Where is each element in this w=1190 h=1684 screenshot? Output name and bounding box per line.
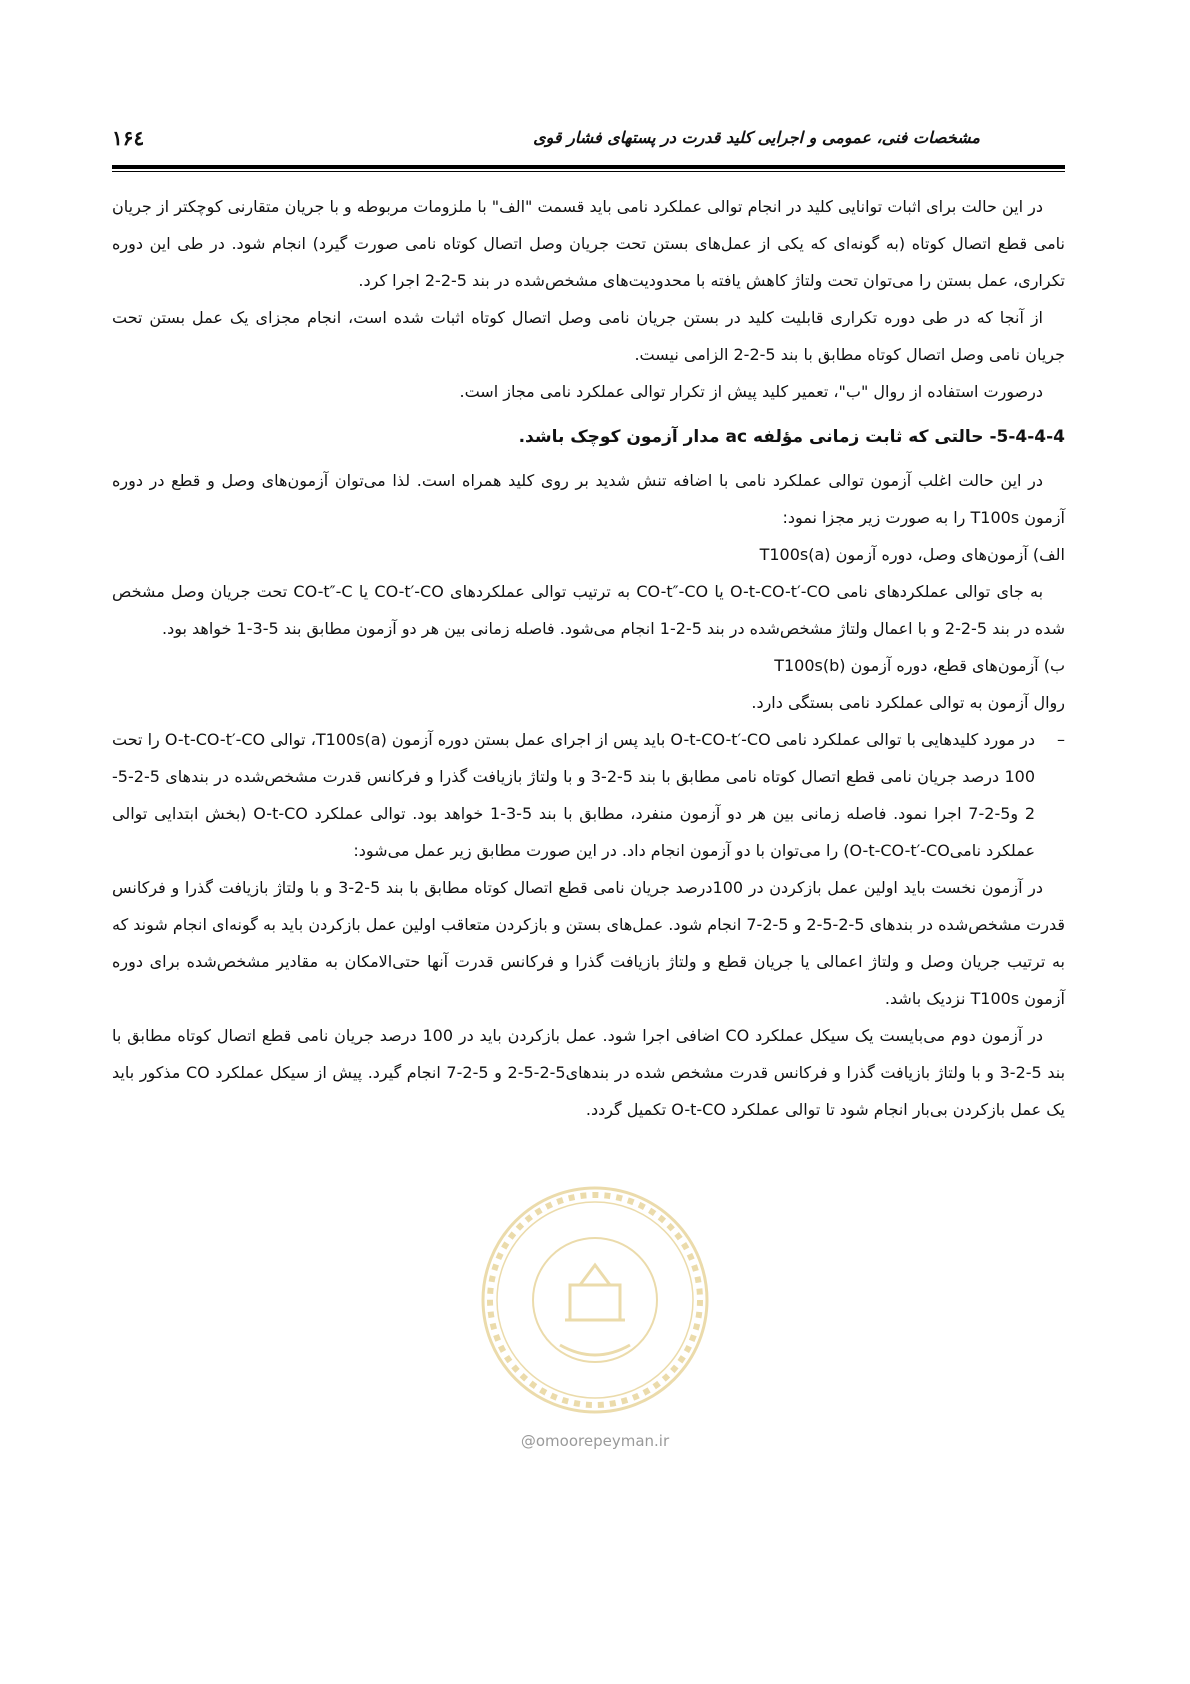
bullet-item — [112, 721, 1065, 869]
subheading-closing-tests: الف) آزمون‌های وصل، دوره آزمون T100s(a) — [759, 545, 1065, 564]
page-body — [112, 188, 1065, 1128]
paragraph-section-1: در این حالت اغلب آزمون توالی عملکرد نامی با اضافه تنش شدید بر روی کلید همراه است. لذا می‌توان آزمون‌های وصل و قطع در دوره آزمون T100s را به صورت زیر مجزا نمود: — [112, 471, 1065, 527]
subheading-breaking-tests: ب) آزمون‌های قطع، دوره آزمون T100s(b) — [774, 656, 1065, 675]
watermark-url: @omoorepeyman.ir — [520, 1432, 670, 1450]
page-number: ۱۶٤ — [112, 126, 145, 150]
paragraph-intro-1: در این حالت برای اثبات توانایی کلید در انجام توالی عملکرد نامی باید قسمت "الف" با ملزومات مربوطه و با جریان متقارنی کوچکتر از جریان نامی قطع اتصال کوتاه (به گونه‌ای که یکی از عمل‌های بستن تحت جریان وصل اتصال کوتاه نامی صورت گیرد) انجام شود. در طی این دوره تکراری، عمل بستن را می‌توان تحت ولتاژ کاهش یافته با محدودیت‌های مشخص‌شده در بند 5-2-2 اجرا کرد. — [112, 197, 1065, 290]
watermark-seal-logo — [470, 1170, 720, 1430]
header-rule-thick — [112, 165, 1065, 169]
paragraph-first-test: در آزمون نخست باید اولین عمل بازکردن در 100درصد جریان نامی قطع اتصال کوتاه مطابق با بند 5-2-3 و با ولتاژ بازیافت گذرا و فرکانس قدرت مشخص‌شده در بندهای 5-2-5-2 و 5-2-7 انجام شود. عمل‌های بستن و بازکردن متعاقب اولین عمل بازکردن باید به گونه‌ای انجام شوند که به ترتیب جریان وصل و ولتاژ اعمالی یا جریان قطع و ولتاژ بازیافت گذرا و فرکانس قدرت آنها حتی‌الامکان به مقادیر مشخص‌شده برای دوره آزمون T100s نزدیک باشد. — [111, 878, 1065, 1008]
paragraph-intro-2: از آنجا که در طی دوره تکراری قابلیت کلید در بستن جریان نامی وصل اتصال کوتاه اثبات شده است، انجام مجزای یک عمل بستن تحت جریان نامی وصل اتصال کوتاه مطابق با بند 5-2-2 الزامی نیست. — [112, 308, 1065, 364]
running-title: مشخصات فنی، عمومی و اجرایی کلید قدرت در پستهای فشار قوی — [533, 128, 980, 147]
page-header — [112, 120, 1065, 160]
header-rule-thin — [112, 171, 1065, 172]
paragraph-procedure: روال آزمون به توالی عملکرد نامی بستگی دارد. — [751, 693, 1065, 712]
bullet-dash: – — [1057, 730, 1065, 749]
paragraph-closing-tests: به جای توالی عملکردهای نامی O-t-CO-t′-CO یا CO-t″-CO به ترتیب توالی عملکردهای CO-t′-CO یا CO-t″-C تحت جریان وصل مشخص شده در بند 5-2-2 و با اعمال ولتاژ مشخص‌شده در بند 5-2-1 انجام می‌شود. فاصله زمانی بین هر دو آزمون مطابق بند 5-3-1 خواهد بود. — [112, 582, 1065, 638]
paragraph-intro-3: درصورت استفاده از روال "ب"، تعمیر کلید پیش از تکرار توالی عملکرد نامی مجاز است. — [459, 382, 1043, 401]
paragraph-second-test: در آزمون دوم می‌بایست یک سیکل عملکرد CO اضافی اجرا شود. عمل بازکردن باید در 100 درصد جریان نامی قطع اتصال کوتاه مطابق با بند 5-2-3 و با ولتاژ بازیافت گذرا و فرکانس قدرت مشخص شده در بندهای5-2-5-2 و 5-2-7 انجام گیرد. پیش از سیکل عملکرد CO مذکور باید یک عمل بازکردن بی‌بار انجام شود تا توالی عملکرد O-t-CO تکمیل گردد. — [112, 1026, 1066, 1119]
section-heading: 5-4-4-4- حالتی که ثابت زمانی مؤلفه ac مدار آزمون کوچک باشد. — [518, 427, 1065, 447]
bullet-text: در مورد کلیدهایی با توالی عملکرد نامی O-t-CO-t′-CO باید پس از اجرای عمل بستن دوره آزمون T100s(a)، توالی O-t-CO-t′-CO را تحت 100 درصد جریان نامی قطع اتصال کوتاه نامی مطابق با بند 5-2-3 و با ولتاژ بازیافت گذرا و فرکانس قدرت مشخص‌شده در بندهای 5-2-5-2 و5-2-7 اجرا نمود. فاصله زمانی بین هر دو آزمون منفرد، مطابق با بند 5-3-1 خواهد بود. توالی عملکرد O-t-CO (بخش ابتدایی توالی عملکرد نامیO-t-CO-t′-CO) را می‌توان با دو آزمون انجام داد. در این صورت مطابق زیر عمل می‌شود: — [112, 730, 1036, 860]
